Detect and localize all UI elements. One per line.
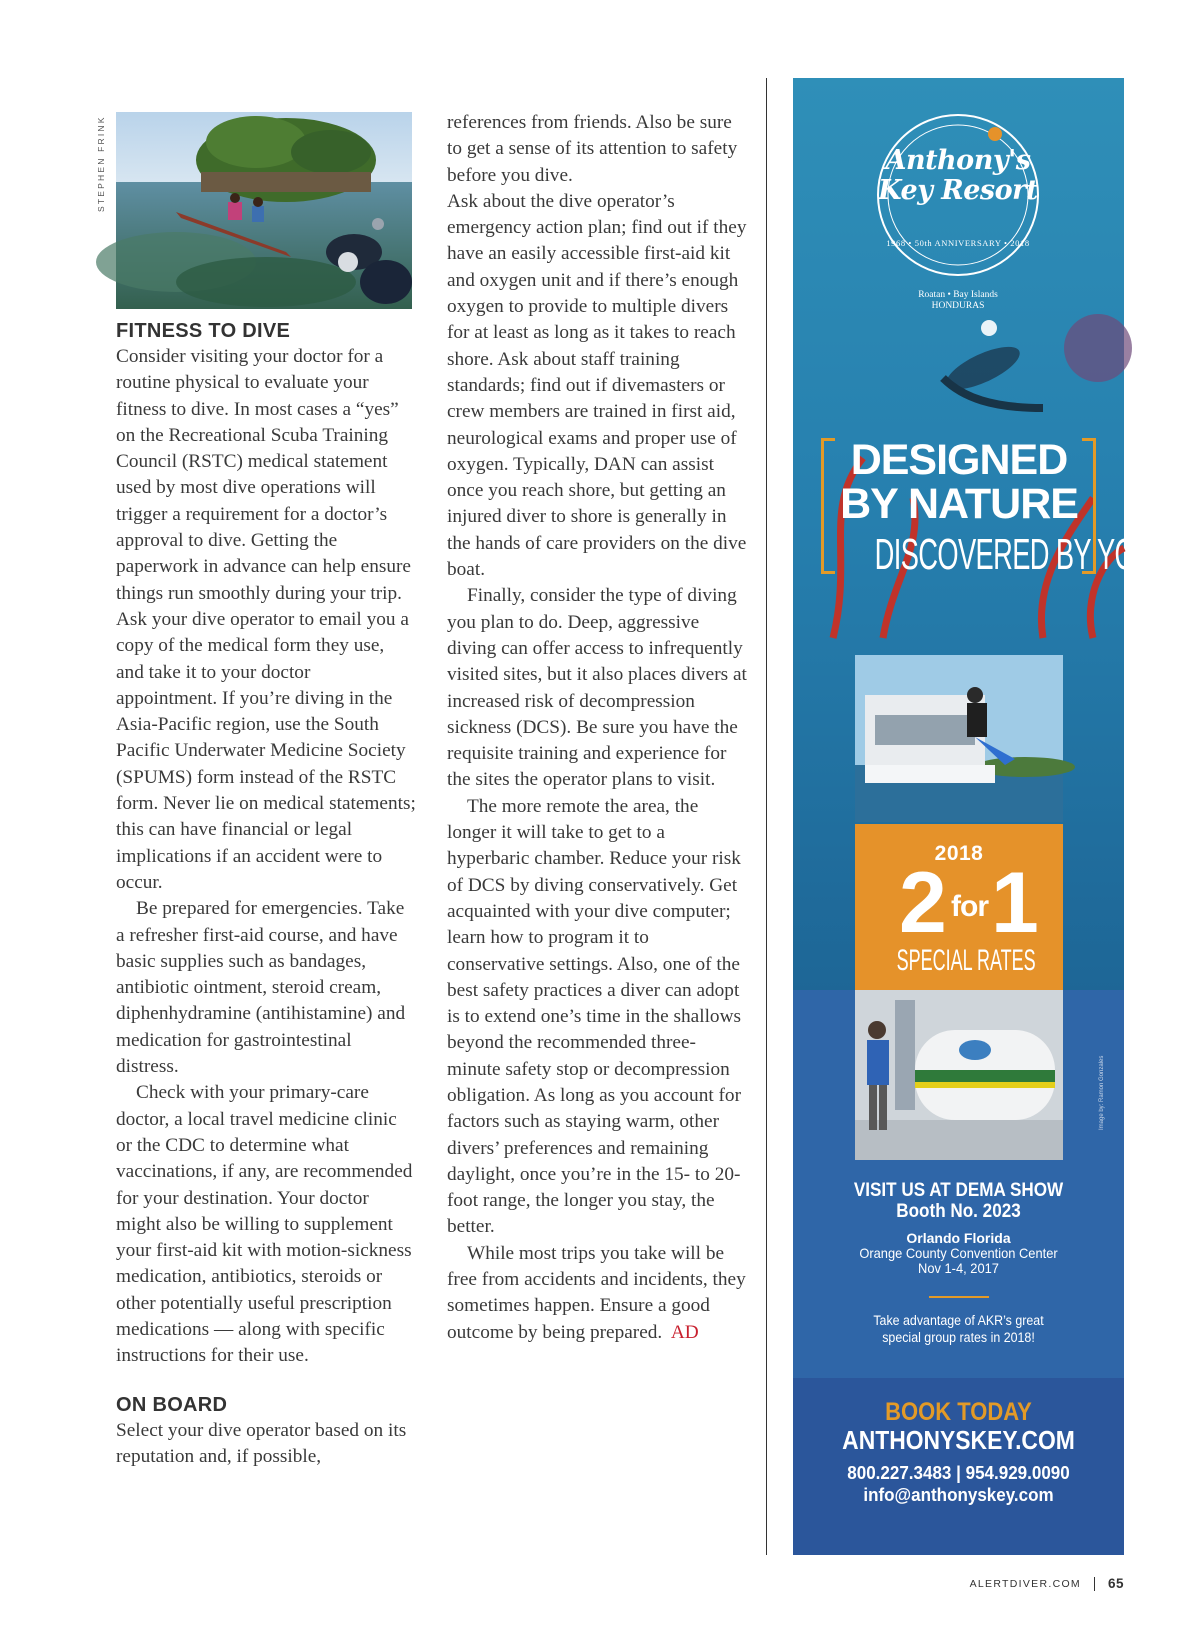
location-line-2: HONDURAS (931, 301, 985, 311)
ad-tagline (823, 436, 1155, 582)
boat-illustration (855, 655, 1063, 822)
offer-line-1: Take advantage of AKR’s great (873, 1313, 1044, 1328)
paragraph (447, 1241, 747, 1346)
offer-line-2: special group rates in 2018! (882, 1330, 1035, 1345)
logo-title (873, 146, 1043, 206)
book-today: BOOK TODAY (885, 1398, 1032, 1426)
paragraph: The more remote the area, the longer it will take to get to a hyperbaric chamber. Reduce your risk of DCS by diving conservatively. Get acquainted with your dive computer; learn how to program it to conservative settings. Also, one of the best safety practices a diver can adopt is to extend one’s time in the shallows beyond the recommended three-minute safety stop or decompression obligation. As long as you account for factors such as staying warm, other divers’ preferences and remaining daylight, once you’re in the 15- to 20-foot range, the longer you stay, the better. (447, 795, 742, 1238)
heading-fitness-to-dive: FITNESS TO DIVE (116, 320, 291, 342)
dive-boat-photo (855, 655, 1063, 822)
article-column-2 (447, 110, 747, 1346)
photo-illustration (116, 112, 412, 309)
paragraph: Finally, consider the type of diving you plan to do. Deep, aggressive diving can offer access to infrequently visited sites, but it also places divers at increased risk of decompression sickness (DCS). Be sure you have the requisite training and experience for the sites the operator plans to visit. (447, 585, 747, 791)
paragraph: Check with your primary-care doctor, a local travel medicine clinic or the CDC to determine what vaccinations, if any, are recommended for your destination. Your doctor might also be willing to supplement your first-aid kit with motion-sickness medication, antibiotics, steroids or other potentially useful prescription medications — along with specific instructions for their use. (116, 1082, 413, 1367)
promo-box (855, 824, 1063, 990)
heading-on-board: ON BOARD (116, 1393, 228, 1416)
end-mark: AD (670, 1321, 699, 1343)
footer-site: ALERTDIVER.COM (969, 1577, 1081, 1590)
orange-divider (929, 1296, 989, 1298)
promo-one: 1 (991, 855, 1039, 951)
promo-two-for-one (855, 855, 1063, 951)
logo-location (873, 290, 1043, 312)
hyperbaric-chamber-photo (855, 990, 1063, 1160)
page-footer (970, 1576, 1124, 1591)
page-number: 65 (1107, 1576, 1124, 1591)
article-column-1 (116, 318, 416, 1470)
column-divider (766, 78, 767, 1555)
promo-two: 2 (899, 855, 941, 951)
website-link[interactable]: ANTHONYSKEY.COM (842, 1425, 1075, 1455)
tagline-line-3: DISCOVERED BY YOU (874, 530, 1155, 579)
dema-line-1: VISIT US AT DEMA SHOW (853, 1180, 1064, 1201)
phone-numbers: 800.227.3483 | 954.929.0090 (847, 1462, 1070, 1483)
dema-show-info (793, 1180, 1124, 1276)
email-link[interactable]: info@anthonyskey.com (863, 1484, 1054, 1505)
dema-city: Orlando Florida (906, 1230, 1011, 1246)
paragraph: Ask about the dive operator’s emergency action plan; find out if they have an easily accessible first-aid kit and oxygen unit and if there’s enough oxygen to provide to multiple divers for at least as long as it takes to reach shore. Ask about staff training standards; find out if divemasters or crew members are trained in first aid, neurological exams and proper use of oxygen. Typically, DAN can assist once you reach shore, but getting an injured diver to shore is generally in the hands of care providers on the dive boat. (447, 190, 747, 581)
tagline-line-2: BY NATURE (840, 480, 1078, 528)
anniversary-ribbon: 1968 • 50th ANNIVERSARY • 2018 (886, 238, 1030, 248)
tagline-line-1: DESIGNED (850, 436, 1068, 484)
dema-venue: Orange County Convention Center (859, 1245, 1058, 1261)
location-line-1: Roatan • Bay Islands (918, 290, 998, 300)
promo-special-rates: SPECIAL RATES (896, 944, 1036, 977)
dema-dates: Nov 1-4, 2017 (918, 1260, 999, 1276)
resort-logo (873, 110, 1043, 311)
promo-for: for (951, 890, 988, 923)
promo-year: 2018 (934, 842, 984, 865)
logo-line-1: Anthony's (885, 145, 1031, 176)
dema-line-2: Booth No. 2023 (896, 1201, 1021, 1222)
group-rates-offer (806, 1312, 1111, 1346)
image-credit: Image by: Ramon Gonzales (1099, 1055, 1105, 1130)
logo-line-2: Key Resort (878, 175, 1038, 206)
resort-advertisement (793, 78, 1155, 1555)
paragraph: Consider visiting your doctor for a routine physical to evaluate your fitness to dive. In most cases a “yes” on the Recreational Scuba Training Council (RSTC) medical statement used by most dive operations will trigger a requirement for a doctor’s approval to dive. Getting the paperwork in advance can help ensure things run smoothly during your trip. Ask your dive operator to email you a copy of the medical form they use, and take it to your doctor appointment. If you’re diving in the Asia-Pacific region, use the South Pacific Underwater Medicine Society (SPUMS) form instead of the RSTC form. Never lie on medical statements; this can have financial or legal implications if an accident were to occur. (116, 346, 416, 893)
paragraph: Select your dive operator based on its reputation and, if possible, (116, 1419, 407, 1467)
photo-credit: STEPHEN FRINK (96, 115, 106, 212)
closing-text: While most trips you take will be free from accidents and incidents, they sometimes happen. Ensure a good outcome by being prepared. (447, 1242, 746, 1343)
booking-panel (793, 1378, 1124, 1555)
paragraph: Be prepared for emergencies. Take a refresher first-aid course, and have basic supplies such as bandages, antibiotic ointment, steroid cream, diphenhydramine (antihistamine) and medication for gastrointestinal distress. (116, 898, 406, 1078)
island-canoe-photo (116, 112, 412, 309)
footer-separator (1094, 1577, 1095, 1591)
chamber-illustration (855, 990, 1063, 1160)
paragraph: references from friends. Also be sure to get a sense of its attention to safety before you dive. (447, 112, 738, 186)
